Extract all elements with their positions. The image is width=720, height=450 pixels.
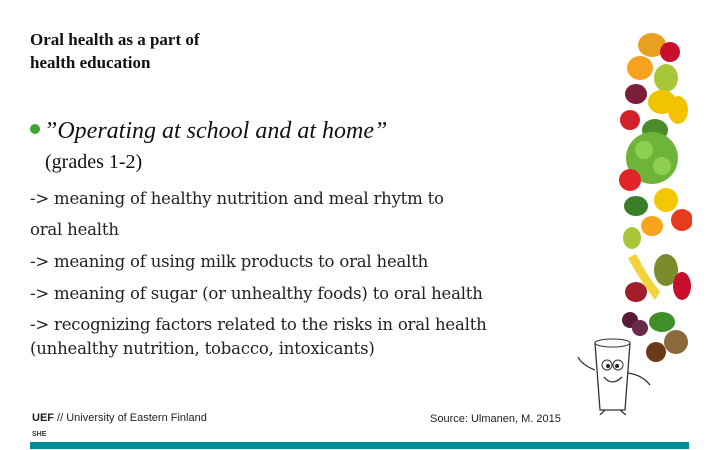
body-line-1: -> meaning of healthy nutrition and meal rhytm to — [30, 189, 444, 208]
footer-bar — [30, 442, 689, 449]
body-line-3: -> meaning of using milk products to oral health — [30, 252, 429, 271]
org-full: // University of Eastern Finland — [54, 412, 207, 424]
grade-subtitle: (grades 1-2) — [45, 151, 143, 173]
body-line-6: (unhealthy nutrition, tobacco, intoxicants) — [30, 339, 375, 358]
org-short: UEF — [32, 412, 54, 424]
title-line-1: Oral health as a part of — [30, 30, 200, 49]
title-line-2: health education — [30, 53, 151, 72]
footer-org — [32, 412, 207, 424]
bullet-text: ”Operating at school and at home” — [44, 118, 388, 144]
fruit-column-image — [600, 30, 692, 370]
slide-title — [30, 28, 290, 74]
body-line-5: -> recognizing factors related to the risks in oral health — [30, 315, 487, 334]
milk-mascot-image — [570, 335, 660, 415]
bullet-heading — [30, 118, 387, 145]
source-credit: Source: Ulmanen, M. 2015 — [430, 413, 561, 425]
she-logo: SHE — [32, 431, 47, 438]
body-line-2: oral health — [30, 220, 119, 239]
body-line-4: -> meaning of sugar (or unhealthy foods) to oral health — [30, 284, 483, 303]
bullet-dot-icon — [30, 124, 40, 134]
